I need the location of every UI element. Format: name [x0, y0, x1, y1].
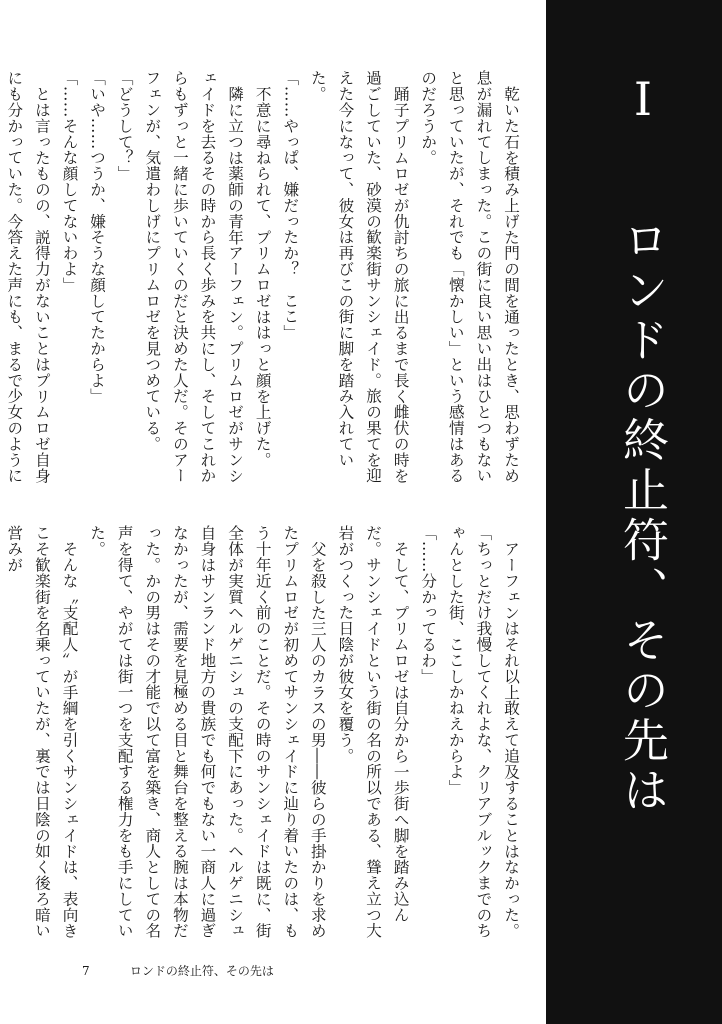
paragraph: 不意に尋ねられて、プリムロゼははっと顔を上げた。	[253, 85, 272, 468]
chapter-title-band	[546, 0, 722, 1024]
dialogue-line: 「どうして？」	[115, 70, 134, 182]
dialogue-line: 「……そんな顔してないわよ」	[60, 70, 79, 293]
paragraph: アーフェンはそれ以上敢えて追及することはなかった。	[502, 540, 520, 939]
upper-text-block	[5, 70, 524, 495]
paragraph: 隣に立つは薬師の青年アーフェン。プリムロゼがサンシェイドを去るその時から長く歩みを共にし、そしてこれからもずっと一緒に歩いていくのだと決めた人だ。そのアーフェンが、気遣わしげにプリムロゼを見つめている。	[143, 70, 245, 484]
dialogue-line: 「……分かってるわ」	[419, 525, 438, 684]
chapter-heading	[616, 72, 670, 816]
paragraph: そんな〝支配人〟が手綱を引くサンシェイドは、表向きこそ歓楽街を名乗っていたが、裏では日陰の如く後ろ暗い営みが	[5, 525, 79, 939]
running-title: ロンドの終止符、その先は	[129, 964, 274, 978]
chapter-title: ロンドの終止符、その先は	[616, 216, 670, 816]
paragraph: 踊子プリムロゼが仇討ちの旅に出るまで長く雌伏の時を過ごしていた、砂漠の歓楽街サンシェイド。旅の果てを迎えた今になって、彼女は再びこの街に脚を踏み入れていた。	[308, 70, 410, 484]
paragraph: そして、プリムロゼは自分から一歩街へ脚を踏み込んだ。サンシェイドという街の名の所以である、聳え立つ大岩がつくった日陰が彼女を覆う。	[336, 525, 410, 939]
page-footer	[82, 962, 274, 979]
paragraph: 父を殺した三人のカラスの男――彼らの手掛かりを求めたプリムロゼが初めてサンシェイドに辿り着いたのは、もう十年近く前のことだ。その時のサンシェイドは既に、街全体が実質ヘルゲニシュの支配下にあった。ヘルゲニシュ自身はサンランド地方の貴族でも何でもない一商人に過ぎなかったが、需要を見極める目と舞台を整える腕は本物だった。かの男はその才能で以て富を築き、商人としての名声を得て、やがては街一つを支配する権力をも手にしていた。	[88, 525, 327, 939]
page-number: 7	[82, 964, 90, 978]
paragraph: とは言ったものの、説得力がないことはプリムロゼ自身にも分かっていた。今答えた声にも、まるで少女のように	[5, 70, 51, 484]
chapter-numeral: Ⅰ	[616, 72, 670, 130]
dialogue-line: 「いや……つうか、嫌そうな顔してたからよ」	[88, 70, 107, 404]
paragraph: 乾いた石を積み上げた門の間を通ったとき、思わずため息が漏れてしまった。この街に良い思い出はひとつもないと思っていたが、それでも「懐かしい」という感情はあるのだろうか。	[419, 70, 520, 484]
dialogue-line: 「……やっぱ、嫌だったか？ ここ」	[281, 70, 300, 341]
dialogue-line: 「ちっとだけ我慢してくれよな、クリアブルックまでのちゃんとした街、ここしかねえからよ」	[446, 525, 493, 939]
lower-text-block	[5, 525, 524, 950]
